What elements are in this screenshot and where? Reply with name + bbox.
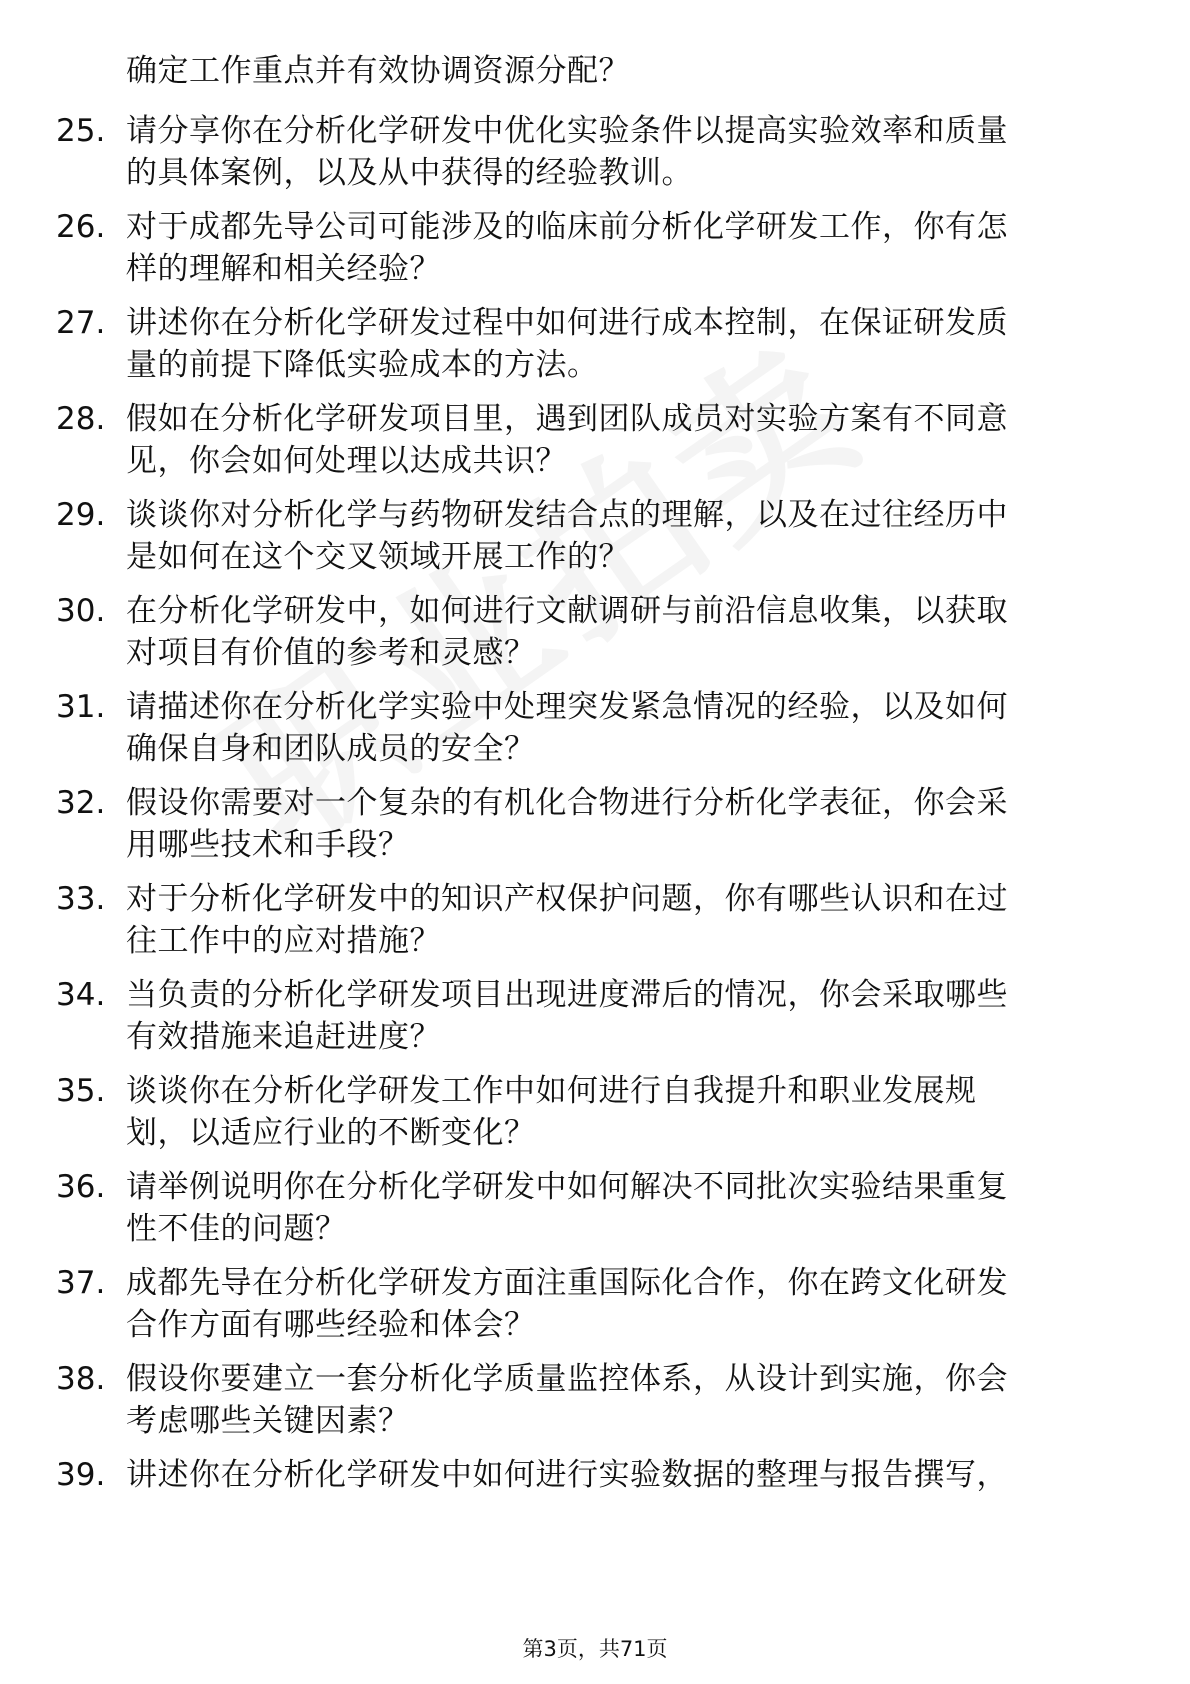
continued-question-text: 确定工作重点并有效协调资源分配？: [126, 53, 630, 89]
question-number: 30.: [56, 593, 106, 629]
question-text: [126, 398, 1126, 482]
question-text-line: 见，你会如何处理以达成共识？: [126, 443, 567, 479]
question-number: 31.: [56, 689, 106, 725]
question-text: [126, 878, 1126, 962]
question-text-line: 对项目有价值的参考和灵感？: [126, 635, 536, 671]
question-text-line: 考虑哪些关键因素？: [126, 1403, 410, 1439]
question-text-line: 确保自身和团队成员的安全？: [126, 731, 536, 767]
question-text: [126, 590, 1126, 674]
question-text-line: 谈谈你对分析化学与药物研发结合点的理解，以及在过往经历中: [126, 497, 1008, 533]
question-text-line: 合作方面有哪些经验和体会？: [126, 1307, 536, 1343]
question-number: 36.: [56, 1169, 106, 1205]
question-text: [126, 1070, 1126, 1154]
question-number: 34.: [56, 977, 106, 1013]
question-text-line: 是如何在这个交叉领域开展工作的？: [126, 539, 630, 575]
question-text-line: 对于分析化学研发中的知识产权保护问题，你有哪些认识和在过: [126, 881, 1008, 917]
page-footer: 第3页，共71页: [522, 1637, 668, 1661]
question-number: 33.: [56, 881, 106, 917]
question-text-line: 假设你要建立一套分析化学质量监控体系，从设计到实施，你会: [126, 1361, 1008, 1397]
question-text-line: 有效措施来追赶进度？: [126, 1019, 441, 1055]
question-number: 32.: [56, 785, 106, 821]
question-text: [126, 782, 1126, 866]
question-number: 29.: [56, 497, 106, 533]
question-number: 38.: [56, 1361, 106, 1397]
question-text-line: 讲述你在分析化学研发中如何进行实验数据的整理与报告撰写，: [126, 1457, 1008, 1493]
question-text-line: 性不佳的问题？: [126, 1211, 347, 1247]
question-text-line: 请分享你在分析化学研发中优化实验条件以提高实验效率和质量: [126, 113, 1008, 149]
question-text-line: 请举例说明你在分析化学研发中如何解决不同批次实验结果重复: [126, 1169, 1008, 1205]
question-text-line: 当负责的分析化学研发项目出现进度滞后的情况，你会采取哪些: [126, 977, 1008, 1013]
question-text-line: 假设你需要对一个复杂的有机化合物进行分析化学表征，你会采: [126, 785, 1008, 821]
question-number: 37.: [56, 1265, 106, 1301]
question-text: [126, 1262, 1126, 1346]
question-text: [126, 1166, 1126, 1250]
question-text-line: 请描述你在分析化学实验中处理突发紧急情况的经验，以及如何: [126, 689, 1008, 725]
question-text-line: 对于成都先导公司可能涉及的临床前分析化学研发工作，你有怎: [126, 209, 1008, 245]
question-number: 39.: [56, 1457, 106, 1493]
question-text: [126, 1358, 1126, 1442]
question-text-line: 的具体案例，以及从中获得的经验教训。: [126, 155, 693, 191]
question-text-line: 成都先导在分析化学研发方面注重国际化合作，你在跨文化研发: [126, 1265, 1008, 1301]
question-text: [126, 302, 1126, 386]
question-text-line: 在分析化学研发中，如何进行文献调研与前沿信息收集，以获取: [126, 593, 1008, 629]
question-text: [126, 974, 1126, 1058]
question-text-line: 讲述你在分析化学研发过程中如何进行成本控制，在保证研发质: [126, 305, 1008, 341]
question-text-line: 往工作中的应对措施？: [126, 923, 441, 959]
question-text-line: 划，以适应行业的不断变化？: [126, 1115, 536, 1151]
question-number: 25.: [56, 113, 106, 149]
question-text: [126, 686, 1126, 770]
question-text: [126, 206, 1126, 290]
question-text-line: 用哪些技术和手段？: [126, 827, 410, 863]
question-text-line: 假如在分析化学研发项目里，遇到团队成员对实验方案有不同意: [126, 401, 1008, 437]
question-number: 27.: [56, 305, 106, 341]
question-number: 35.: [56, 1073, 106, 1109]
question-text: [126, 110, 1126, 194]
question-text-line: 谈谈你在分析化学研发工作中如何进行自我提升和职业发展规: [126, 1073, 977, 1109]
question-text: [126, 1454, 1126, 1496]
question-number: 26.: [56, 209, 106, 245]
question-number: 28.: [56, 401, 106, 437]
question-text-line: 量的前提下降低实验成本的方法。: [126, 347, 599, 383]
question-text: [126, 494, 1126, 578]
question-text-line: 样的理解和相关经验？: [126, 251, 441, 287]
